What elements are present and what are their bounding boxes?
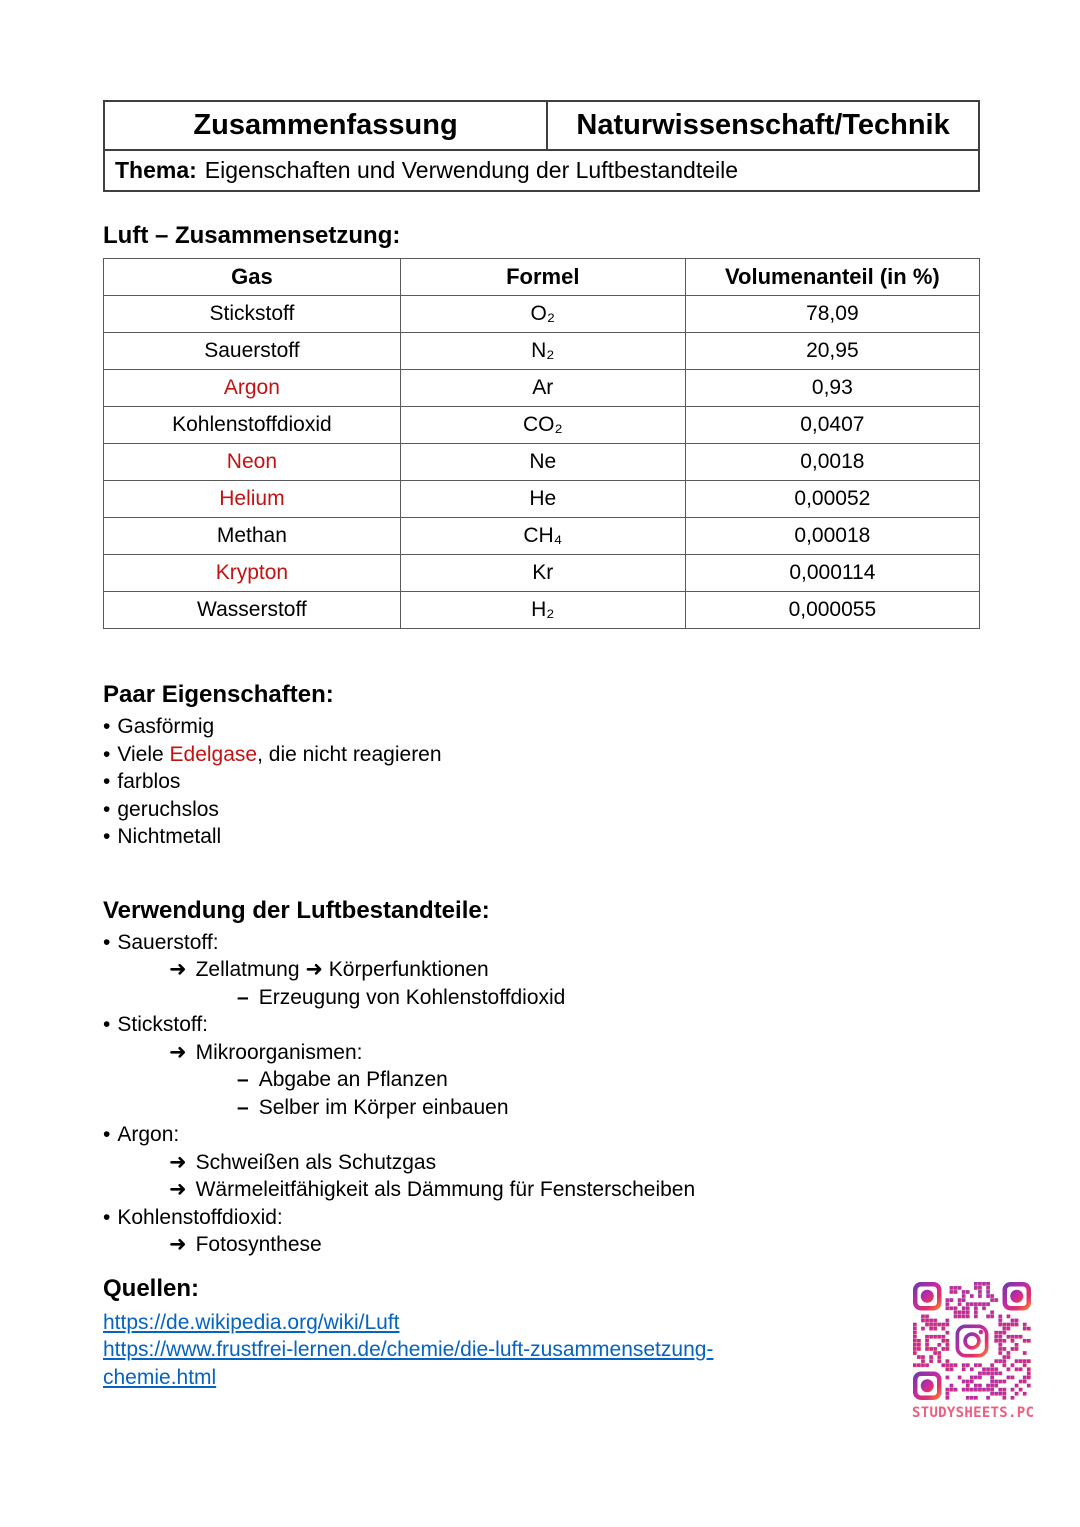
bullet-marker: • xyxy=(103,1205,111,1229)
list-item xyxy=(103,1176,980,1204)
doc-type-title: Zusammenfassung xyxy=(104,101,547,150)
list-item xyxy=(103,768,980,796)
formel-cell: H₂ xyxy=(400,592,685,629)
bullet-marker: • xyxy=(103,715,111,738)
bullet-marker: • xyxy=(103,1013,111,1036)
bullet-marker: • xyxy=(103,742,111,766)
qr-code xyxy=(913,1282,1031,1400)
item-text: Selber im Körper einbauen xyxy=(258,1095,509,1119)
table-row xyxy=(104,518,980,555)
anteil-cell: 78,09 xyxy=(685,296,979,333)
list-item xyxy=(103,1094,980,1122)
formel-cell: Ne xyxy=(400,444,685,481)
list-item xyxy=(103,956,980,984)
verwendung-title: Verwendung der Luftbestandteile: xyxy=(103,896,490,924)
item-text: Sauerstoff: xyxy=(117,930,219,954)
column-header-gas: Gas xyxy=(104,259,401,296)
formel-cell: Ar xyxy=(400,370,685,407)
item-text: Mikroorganismen: xyxy=(195,1040,363,1064)
item-text: Fotosynthese xyxy=(195,1233,322,1256)
composition-title: Luft – Zusammensetzung: xyxy=(103,222,401,249)
list-item xyxy=(103,1011,980,1039)
anteil-cell: 0,0407 xyxy=(685,407,979,444)
anteil-cell: 20,95 xyxy=(685,333,979,370)
bullet-marker: • xyxy=(103,825,111,848)
item-text: Wärmeleitfähigkeit als Dämmung für Fensterscheiben xyxy=(195,1178,696,1201)
arrow-marker: ➜ xyxy=(169,1040,187,1064)
list-item xyxy=(103,984,980,1012)
document-content xyxy=(103,100,980,1391)
title-table xyxy=(103,100,980,192)
anteil-cell: 0,0018 xyxy=(685,444,979,481)
formel-cell: N₂ xyxy=(400,333,685,370)
column-header-volumenanteil: Volumenanteil (in %) xyxy=(685,259,979,296)
title-row xyxy=(104,101,979,150)
gas-cell: Kohlenstoffdioxid xyxy=(104,407,401,444)
list-item xyxy=(103,1231,980,1259)
item-text-pre: Viele xyxy=(117,742,170,766)
table-row xyxy=(104,555,980,592)
list-item xyxy=(103,823,980,851)
arrow-marker: ➜ xyxy=(169,1178,187,1201)
formel-cell: CO₂ xyxy=(400,407,685,444)
anteil-cell: 0,93 xyxy=(685,370,979,407)
list-item xyxy=(103,741,980,769)
list-item xyxy=(103,929,980,957)
formel-cell: Kr xyxy=(400,555,685,592)
gas-cell: Stickstoff xyxy=(104,296,401,333)
thema-label: Thema: xyxy=(115,157,197,183)
column-header-formel: Formel xyxy=(400,259,685,296)
formel-cell: CH₄ xyxy=(400,518,685,555)
anteil-cell: 0,000055 xyxy=(685,592,979,629)
item-text-highlight: Edelgase xyxy=(169,742,258,766)
arrow-marker: ➜ xyxy=(169,1150,187,1174)
item-text: Nichtmetall xyxy=(117,825,222,848)
gas-cell: Neon xyxy=(104,444,401,481)
list-item xyxy=(103,1149,980,1177)
list-item xyxy=(103,713,980,741)
list-item xyxy=(103,1204,980,1232)
table-row xyxy=(104,370,980,407)
thema-cell xyxy=(104,150,979,191)
thema-row xyxy=(104,150,979,191)
anteil-cell: 0,00018 xyxy=(685,518,979,555)
table-header-row xyxy=(104,259,980,296)
source-link-frustfrei-lernen[interactable]: https://www.frustfrei-lernen.de/chemie/die-luft-zusammensetzung-chemie.html xyxy=(103,1338,714,1389)
bullet-marker: • xyxy=(103,770,111,793)
table-row xyxy=(104,333,980,370)
item-text: geruchslos xyxy=(117,797,219,821)
gas-cell: Sauerstoff xyxy=(104,333,401,370)
item-text: Zellatmung ➜ Körperfunktionen xyxy=(195,958,489,981)
table-row xyxy=(104,592,980,629)
table-row xyxy=(104,296,980,333)
item-text: farblos xyxy=(117,770,181,793)
list-item xyxy=(103,1066,980,1094)
list-item xyxy=(103,796,980,824)
anteil-cell: 0,000114 xyxy=(685,555,979,592)
table-row xyxy=(104,481,980,518)
eigenschaften-list xyxy=(103,713,980,851)
subject-title: Naturwissenschaft/Technik xyxy=(547,101,979,150)
dash-marker: – xyxy=(237,985,249,1009)
bullet-marker: • xyxy=(103,797,111,821)
verwendung-list xyxy=(103,929,980,1259)
list-item xyxy=(103,1039,980,1067)
gas-cell: Argon xyxy=(104,370,401,407)
item-text: Gasförmig xyxy=(117,715,215,738)
list-item xyxy=(103,1121,980,1149)
table-row xyxy=(104,407,980,444)
formel-cell: O₂ xyxy=(400,296,685,333)
source-link-wikipedia[interactable]: https://de.wikipedia.org/wiki/Luft xyxy=(103,1310,400,1334)
arrow-marker: ➜ xyxy=(169,1233,187,1256)
composition-table xyxy=(103,258,980,629)
eigenschaften-title: Paar Eigenschaften: xyxy=(103,681,334,708)
dash-marker: – xyxy=(237,1095,249,1119)
item-text: Kohlenstoffdioxid: xyxy=(117,1205,283,1229)
formel-cell: He xyxy=(400,481,685,518)
arrow-marker: ➜ xyxy=(169,958,187,981)
anteil-cell: 0,00052 xyxy=(685,481,979,518)
qr-block xyxy=(912,1282,1035,1421)
dash-marker: – xyxy=(237,1068,249,1091)
item-text: Erzeugung von Kohlenstoffdioxid xyxy=(258,985,566,1009)
gas-cell: Krypton xyxy=(104,555,401,592)
item-text: Abgabe an Pflanzen xyxy=(258,1068,448,1091)
gas-cell: Wasserstoff xyxy=(104,592,401,629)
source-links xyxy=(103,1309,803,1392)
item-text: Argon: xyxy=(117,1123,180,1146)
gas-cell: Helium xyxy=(104,481,401,518)
gas-cell: Methan xyxy=(104,518,401,555)
quellen-title: Quellen: xyxy=(103,1274,200,1302)
table-row xyxy=(104,444,980,481)
bullet-marker: • xyxy=(103,1123,111,1146)
item-text: Stickstoff: xyxy=(117,1013,209,1036)
brand-text: STUDYSHEETS.PC xyxy=(912,1405,1035,1421)
item-text-post: , die nicht reagieren xyxy=(257,742,442,766)
thema-text: Eigenschaften und Verwendung der Luftbestandteile xyxy=(204,157,739,183)
item-text: Schweißen als Schutzgas xyxy=(195,1150,437,1174)
bullet-marker: • xyxy=(103,930,111,954)
